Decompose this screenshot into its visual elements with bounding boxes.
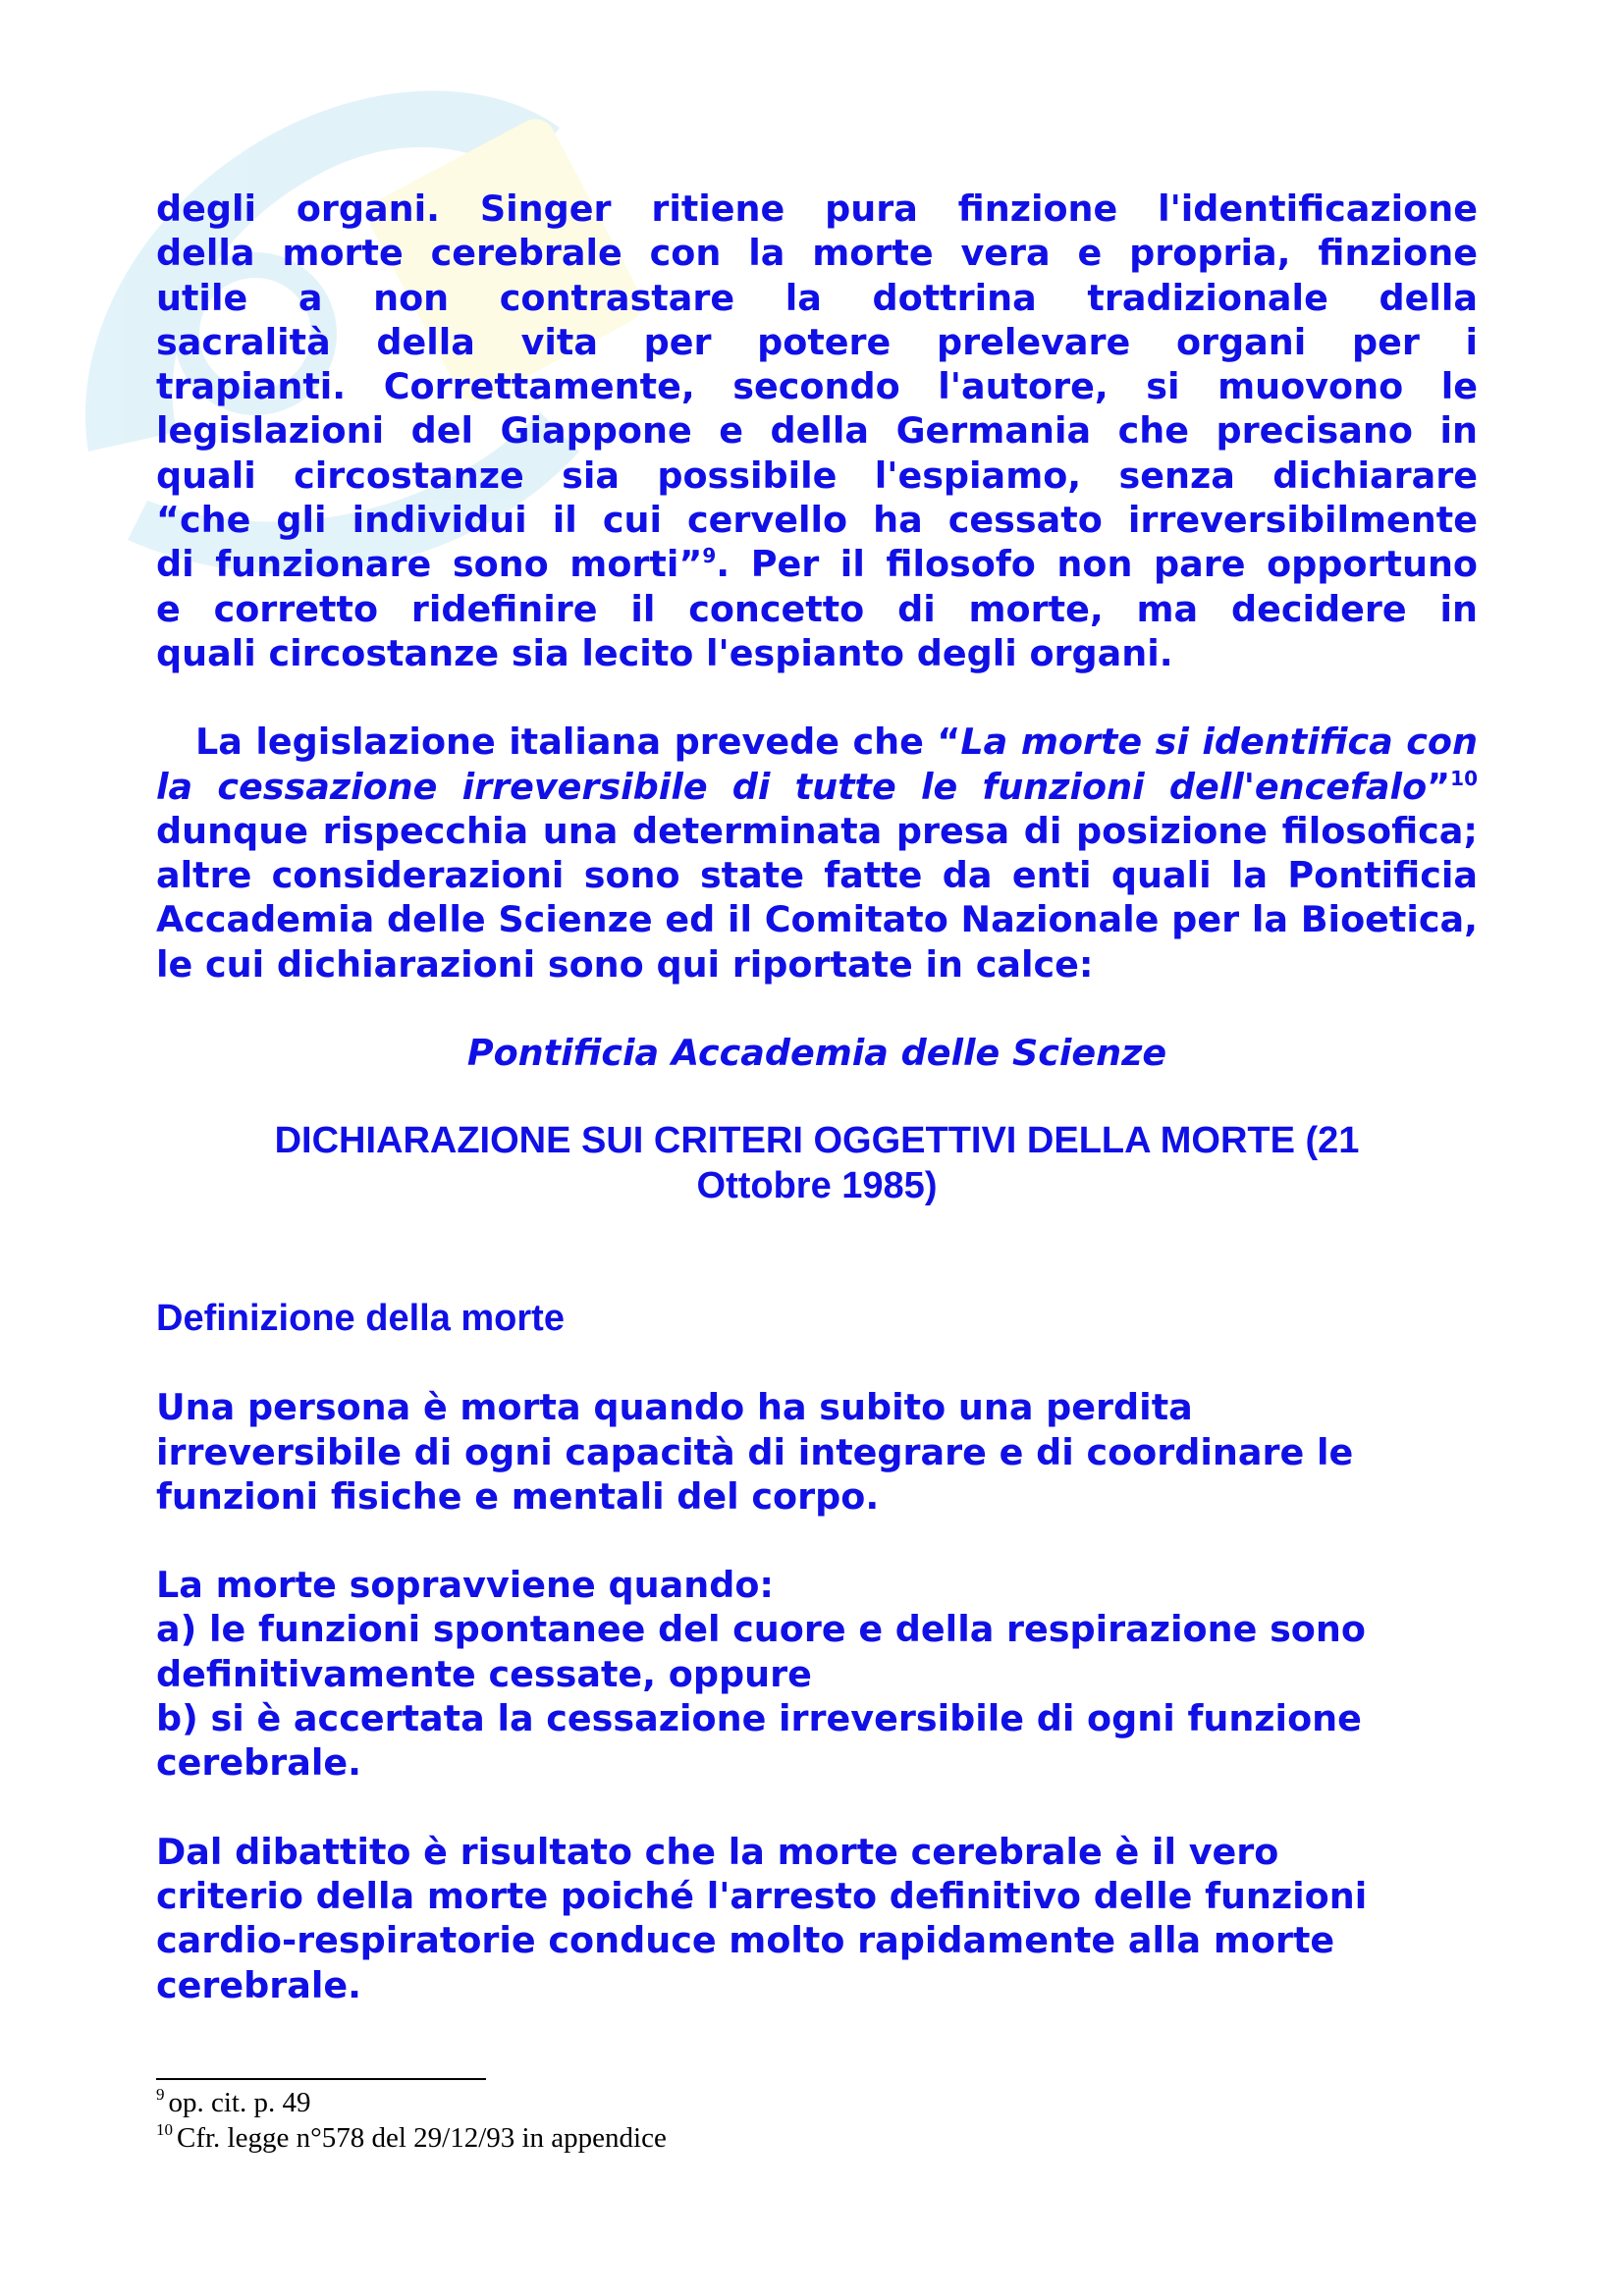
text-run: dunque rispecchia una determinata presa di posizione filosofica; altre considerazioni sono state fatte da enti quali la Pontificia Accademia delle Scienze ed il Comitato Nazionale per la Bioetica, le cui dichiarazioni sono qui riportate in calce: bbox=[156, 809, 1478, 986]
footnote-divider bbox=[156, 2078, 486, 2080]
definition-paragraph bbox=[156, 1385, 1478, 1519]
footnote-number: 10 bbox=[156, 2120, 173, 2139]
law-quote: La morte si identifica con la cessazione irreversibile di tutte le funzioni dell'encefalo bbox=[156, 721, 1478, 808]
footnote-text: Cfr. legge n°578 del 29/12/93 in appendice bbox=[177, 2122, 667, 2154]
text-line: Una persona è morta quando ha subito una perdita bbox=[156, 1386, 1193, 1429]
text-run: La legislazione italiana prevede che “ bbox=[195, 721, 961, 764]
text-line: quali circostanze sia lecito l'espianto degli organi. bbox=[156, 631, 1173, 674]
heading-declaration bbox=[156, 1119, 1478, 1208]
text-line: trapianti. Correttamente, secondo l'autore, si muovono le bbox=[156, 365, 1478, 408]
debate-paragraph bbox=[156, 1830, 1478, 2007]
text-line: b) si è accertata la cessazione irreversibile di ogni funzione bbox=[156, 1697, 1362, 1740]
text-line: sacralità della vita per potere prelevare organi per i bbox=[156, 320, 1478, 363]
text-line: cerebrale. bbox=[156, 1741, 362, 1785]
text-line: irreversibile di ogni capacità di integrare e di coordinare le bbox=[156, 1430, 1354, 1473]
heading-academy: Pontificia Accademia delle Scienze bbox=[466, 1032, 1167, 1075]
section-title: Definizione della morte bbox=[156, 1297, 565, 1339]
footnote-10 bbox=[156, 2120, 667, 2156]
text-run: ” bbox=[1427, 765, 1451, 808]
footnote-9 bbox=[156, 2085, 667, 2120]
text-line: cardio-respiratorie conduce molto rapidamente alla morte bbox=[156, 1919, 1335, 1962]
text-line: utile a non contrastare la dottrina tradizionale della bbox=[156, 276, 1478, 319]
text-line: La morte sopravviene quando: bbox=[156, 1564, 775, 1607]
text-line: a) le funzioni spontanee del cuore e della respirazione sono bbox=[156, 1608, 1366, 1651]
heading-line: DICHIARAZIONE SUI CRITERI OGGETTIVI DELLA MORTE (21 bbox=[274, 1120, 1360, 1162]
text-line: Dal dibattito è risultato che la morte cerebrale è il vero bbox=[156, 1830, 1279, 1873]
text-line: legislazioni del Giappone e della Germania che precisano in bbox=[156, 409, 1478, 453]
text-line: definitivamente cessate, oppure bbox=[156, 1652, 812, 1695]
text-line: degli organi. Singer ritiene pura finzione l'identificazione bbox=[156, 187, 1478, 230]
text-line: quali circostanze sia possibile l'espiamo, senza dichiarare bbox=[156, 454, 1478, 497]
footnotes bbox=[156, 2085, 667, 2156]
text-run: di funzionare sono morti” bbox=[156, 543, 703, 586]
text-line: della morte cerebrale con la morte vera e propria, finzione bbox=[156, 232, 1478, 275]
text-line bbox=[156, 542, 1478, 586]
footnote-text: op. cit. p. 49 bbox=[168, 2087, 311, 2118]
text-line: funzioni fisiche e mentali del corpo. bbox=[156, 1474, 880, 1518]
paragraph-legislation bbox=[156, 720, 1478, 987]
conditions-paragraph bbox=[156, 1563, 1478, 1785]
paragraph-singer bbox=[156, 187, 1478, 675]
text-line: “che gli individui il cui cervello ha cessato irreversibilmente bbox=[156, 499, 1478, 542]
footnote-number: 9 bbox=[156, 2085, 165, 2104]
text-line: cerebrale. bbox=[156, 1963, 362, 2006]
heading-line: Ottobre 1985) bbox=[696, 1164, 938, 1206]
text-line: criterio della morte poiché l'arresto definitivo delle funzioni bbox=[156, 1874, 1368, 1917]
text-line: e corretto ridefinire il concetto di morte, ma decidere in bbox=[156, 587, 1478, 630]
footnote-ref-9: 9 bbox=[702, 544, 717, 568]
text-run: . Per il filosofo non pare opportuno bbox=[716, 543, 1479, 586]
footnote-ref-10: 10 bbox=[1450, 766, 1478, 790]
page-body bbox=[156, 187, 1478, 2007]
